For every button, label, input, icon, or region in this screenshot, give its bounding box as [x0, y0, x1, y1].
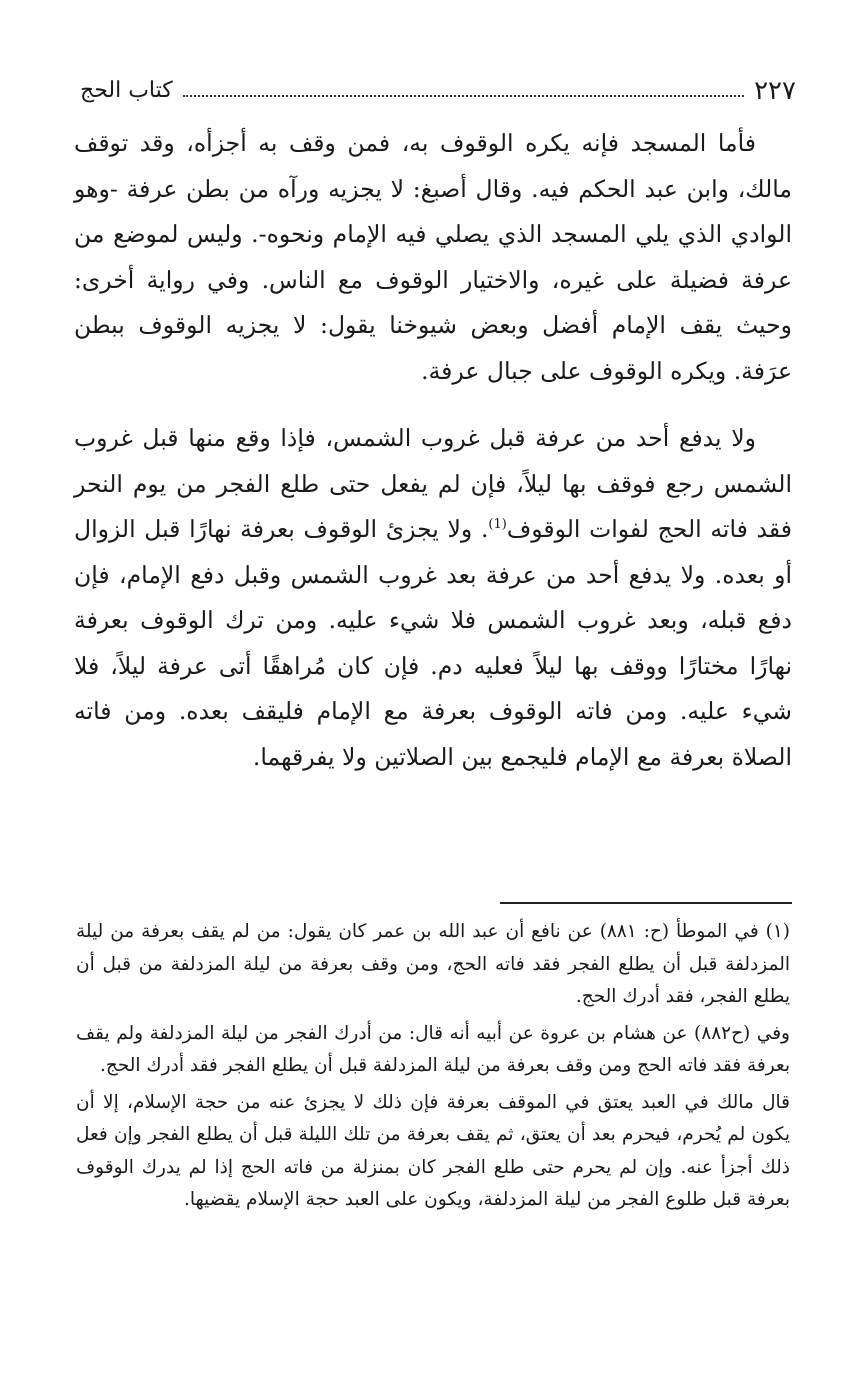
footnote-1-part-c: قال مالك في العبد يعتق في الموقف بعرفة فإن ذلك لا يجزئ عنه من حجة الإسلام، إلا أن يكون لم يُحرم، فيحرم بعد أن يعتق، ثم يقف بعرفة من تلك الليلة قبل أن يطلع الفجر وإن فعل ذلك أجزأ عنه. وإن لم يحرم حتى طلع الفجر كان بمنزلة من فاته الحج إذا لم يدرك الوقوف بعرفة قبل طلوع الفجر من ليلة المزدلفة، ويكون على العبد حجة الإسلام يقضيها.: [76, 1091, 790, 1210]
paragraph-2-part-2: . ولا يجزئ الوقوف بعرفة نهارًا قبل الزوال أو بعده. ولا يدفع أحد من عرفة بعد غروب الشمس وقبل دفع الإمام، فإن دفع قبله، وبعد غروب الشمس فلا شيء عليه. ومن ترك الوقوف بعرفة نهارًا مختارًا ووقف بها ليلاً فعليه دم. فإن كان مُراهقًا أتى عرفة ليلاً، فلا شيء عليه. ومن فاته الوقوف بعرفة مع الإمام فليقف بعده. ومن فاته الصلاة بعرفة مع الإمام فليجمع بين الصلاتين ولا يفرقهما.: [74, 515, 792, 771]
footnote-1-part-a: (١) في الموطأ (ح: ٨٨١) عن نافع أن عبد الله بن عمر كان يقول: من لم يقف بعرفة من ليلة المزدلفة قبل أن يطلع الفجر فقد فاته الحج، ومن وقف بعرفة من ليلة المزدلفة من قبل أن يطلع الفجر، فقد أدرك الحج.: [76, 921, 790, 1007]
main-text: [74, 121, 792, 780]
paragraph-2: [74, 416, 792, 780]
footnote-separator: [500, 902, 792, 904]
dotted-leader: [183, 94, 744, 97]
footnote-marker: (1): [488, 517, 507, 533]
footnote-1-part-b: وفي (ح٨٨٢) عن هشام بن عروة عن أبيه أنه قال: من أدرك الفجر من ليلة المزدلفة ولم يقف بعرفة فقد فاته الحج ومن وقف بعرفة من ليلة المزدلفة قبل أن يطلع الفجر فقد أدرك الحج.: [76, 1022, 790, 1076]
book-title: كتاب الحج: [80, 78, 173, 103]
page-number: ٢٢٧: [754, 76, 796, 106]
running-header: [80, 62, 796, 106]
paragraph-2-part-1: ولا يدفع أحد من عرفة قبل غروب الشمس، فإذا وقع منها قبل غروب الشمس رجع فوقف بها ليلاً، فإن لم يفعل حتى طلع الفجر من يوم النحر فقد فاته الحج لفوات الوقوف: [74, 424, 792, 543]
paragraph-1: فأما المسجد فإنه يكره الوقوف به، فمن وقف به أجزأه، وقد توقف مالك، وابن عبد الحكم فيه. وقال أصبغ: لا يجزيه ورآه من بطن عرفة -وهو الوادي الذي يلي المسجد الذي يصلي فيه الإمام ونحوه-. وليس لموضع من عرفة فضيلة على غيره، والاختيار الوقوف مع الناس. وفي رواية أخرى: وحيث يقف الإمام أفضل وبعض شيوخنا يقول: لا يجزيه الوقوف ببطن عرَفة. ويكره الوقوف على جبال عرفة.: [74, 129, 792, 385]
footnotes: [76, 916, 790, 1217]
